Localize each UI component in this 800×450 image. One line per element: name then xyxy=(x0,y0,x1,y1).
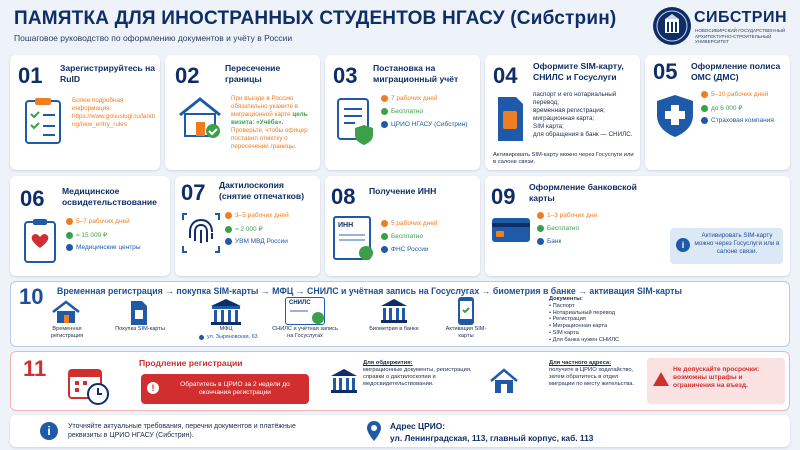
clock-icon xyxy=(381,220,388,227)
sim-activation-tip: i Активировать SIM-карту можно через Госуслуги или в салоне связи. xyxy=(670,228,783,264)
step-title: Постановка на миграционный учёт xyxy=(373,63,459,84)
private-address-info: Для частного адреса: получите в ЦРИО ходатайство, затем обратитесь в отдел миграции по месту жительства. xyxy=(549,360,635,387)
step-04-card xyxy=(485,55,640,170)
step-title: Оформите SIM-карту, СНИЛС и Госуслуги xyxy=(533,61,624,82)
place-row: Медицинские центры xyxy=(66,244,141,251)
duration-row: 1–3 рабочих дня xyxy=(537,212,597,219)
location-pin-icon xyxy=(537,238,544,245)
clock-icon xyxy=(701,91,708,98)
border-text: При въезде в Россию обязательно укажите в миграционной карте xyxy=(231,95,299,118)
step-number: 06 xyxy=(20,186,45,211)
step-08-card xyxy=(325,176,480,276)
place-row: ФНС России xyxy=(381,246,429,253)
ruble-icon xyxy=(381,108,388,115)
step-title: Дактилоскопия (снятие отпечатков) xyxy=(219,180,305,201)
flow-documents: Документы: • Паспорт • Нотариальный перевод • Регистрация • Миграционная карта • SIM карта • Для банка нужен СНИЛС xyxy=(549,296,620,343)
step-title: Медицинское освидетельствование xyxy=(62,186,157,207)
medical-shield-icon xyxy=(653,93,697,141)
location-pin-icon xyxy=(366,420,382,442)
sim-card-icon xyxy=(129,300,149,326)
step-01-card xyxy=(10,55,160,170)
logo-subtitle: НОВОСИБИРСКИЙ ГОСУДАРСТВЕННЫЙ АРХИТЕКТУРНО-СТРОИТЕЛЬНЫЙ УНИВЕРСИТЕТ xyxy=(695,28,786,44)
step-09-card xyxy=(485,176,790,276)
duration-row: 7 рабочих дней xyxy=(381,95,438,102)
step-number: 02 xyxy=(175,63,200,88)
step-06-card xyxy=(10,176,170,276)
university-logo xyxy=(652,6,798,48)
step-title: Зарегистрируйтесь на RuID xyxy=(60,63,156,84)
location-pin-icon xyxy=(381,246,388,253)
step-title: Оформление полиса ОМС (ДМС) xyxy=(691,61,781,82)
fingerprint-icon xyxy=(181,212,221,254)
step-number: 01 xyxy=(18,63,43,88)
calendar-clock-icon xyxy=(67,366,111,406)
step-number: 05 xyxy=(653,59,678,84)
place-row: ЦРИО НГАСУ (Сибстрин) xyxy=(381,121,467,128)
alert-icon: ! xyxy=(147,382,159,394)
clock-icon xyxy=(381,95,388,102)
renewal-title: Продление регистрации xyxy=(139,358,243,368)
footer-info: Уточняйте актуальные требования, перечни документов и платёжные реквизиты в ЦРИО НГАСУ (Сибстрин). xyxy=(68,423,296,439)
cost-row: Бесплатно xyxy=(537,225,579,232)
page-subtitle: Пошаговое руководство по оформлению документов и учёту в России xyxy=(14,33,293,43)
overdue-warning: Не допускайте просрочки: возможны штрафы и ограничения на въезд. xyxy=(647,358,785,404)
footer xyxy=(10,415,790,447)
renewal-deadline-alert: ! Обратитесь в ЦРИО за 2 недели до окончания регистрации xyxy=(141,374,309,404)
house-icon xyxy=(177,95,223,139)
ruble-icon xyxy=(701,105,708,112)
bank-card-icon xyxy=(491,216,531,246)
house-icon xyxy=(51,300,81,324)
visit-purpose: цель визита: «Учёба». xyxy=(231,111,308,126)
location-pin-icon xyxy=(701,117,708,124)
step-number: 03 xyxy=(333,63,358,88)
flow-step-biometrics: Биометрия в банке xyxy=(369,326,419,332)
page-title: ПАМЯТКА ДЛЯ ИНОСТРАННЫХ СТУДЕНТОВ НГАСУ (Сибстрин) xyxy=(14,8,617,29)
cost-row: ≈ 2 000 ₽ xyxy=(225,225,263,233)
location-pin-icon xyxy=(66,244,73,251)
medical-report-icon xyxy=(22,218,60,266)
cost-row: Бесплатно xyxy=(381,108,423,115)
step-title: Оформление банковской карты xyxy=(529,182,637,203)
header xyxy=(0,0,800,54)
step-note: Более подробная информация: xyxy=(72,97,124,112)
place-row: УВМ МВД России xyxy=(225,238,288,245)
document-shield-icon xyxy=(335,97,377,147)
cost-row: Бесплатно xyxy=(381,233,423,240)
house-icon xyxy=(489,368,519,396)
border-stamp-text: Проверьте, чтобы офицер поставил отметку о пересечении границы. xyxy=(231,127,308,150)
duration-row: 3–5 рабочих дней xyxy=(225,212,289,219)
flow-step-activation: Активация SIM-карты xyxy=(445,326,487,339)
info-icon: i xyxy=(40,422,58,440)
sim-card-icon xyxy=(495,95,525,143)
step-number: 09 xyxy=(491,184,516,209)
duration-row: 5 рабочих дней xyxy=(381,220,438,227)
flow-step-sim: Покупка SIM-карты xyxy=(115,326,165,332)
registration-renewal xyxy=(10,351,790,411)
step-title: Получение ИНН xyxy=(369,186,437,196)
ruble-icon xyxy=(381,233,388,240)
mfc-address: ул. Зыряновская, 63 xyxy=(199,334,258,340)
place-row: Банк xyxy=(537,238,561,245)
location-pin-icon xyxy=(381,121,388,128)
location-pin-icon xyxy=(199,335,204,340)
info-icon: i xyxy=(676,238,690,252)
smartphone-icon xyxy=(457,296,475,326)
step-07-card xyxy=(175,176,320,276)
duration-row: 5–7 рабочих дней xyxy=(66,218,130,225)
inn-document-icon: ИНН xyxy=(333,216,371,260)
documents-list: паспорт и его нотариальный перевод; временная регистрация; миграционная карта; SIM карта; для обращения в банк — СНИЛС. xyxy=(533,91,633,138)
address-label: Адрес ЦРИО: xyxy=(390,421,446,431)
snils-card-icon: СНИЛС xyxy=(285,297,325,325)
place-row: Страховая компания xyxy=(701,117,774,124)
address-value: ул. Ленинградская, 113, главный корпус, каб. 113 xyxy=(390,433,594,443)
ruble-icon xyxy=(537,225,544,232)
warning-icon xyxy=(653,372,669,386)
university-emblem-icon xyxy=(652,6,692,46)
cost-row: до 6 000 ₽ xyxy=(701,104,742,112)
flow-step-mfc: МФЦ xyxy=(219,326,233,332)
step-number: 04 xyxy=(493,63,518,88)
clock-icon xyxy=(537,212,544,219)
gosuslugi-link[interactable]: https://www.gosuslugi.ru/landing/new_entry_rules xyxy=(72,113,155,128)
registration-flow xyxy=(10,281,790,347)
step-02-card xyxy=(165,55,320,170)
step-number: 11 xyxy=(23,356,47,381)
flow-title: Временная регистрация → покупка SIM-карты → МФЦ → СНИЛС и учётная запись на Госуслугах → биометрия в банке → активация SIM-карты xyxy=(57,286,682,296)
location-pin-icon xyxy=(225,238,232,245)
bank-icon xyxy=(379,298,409,326)
duration-row: 5–10 рабочих дней xyxy=(701,91,768,98)
step-number: 08 xyxy=(331,184,356,209)
flow-step-snils: СНИЛС и учётная запись на Госуслугах xyxy=(272,326,338,339)
sim-activation-note: Активировать SIM-карту можно через Госуслуги или в салоне связи. xyxy=(493,152,634,165)
building-icon xyxy=(329,368,359,396)
cost-row: ≈ 15 000 ₽ xyxy=(66,231,107,239)
checklist-icon xyxy=(22,97,66,147)
ruble-icon xyxy=(225,226,232,233)
building-icon xyxy=(209,298,243,326)
ruble-icon xyxy=(66,232,73,239)
step-title: Пересечение границы xyxy=(225,63,281,84)
logo-name: СИБСТРИН xyxy=(694,9,787,26)
step-number: 07 xyxy=(181,180,206,205)
clock-icon xyxy=(66,218,73,225)
step-05-card xyxy=(645,55,790,170)
step-03-card xyxy=(325,55,480,170)
dormitory-info: Для обдержития: миграционные документы, регистрация, справки о дактилоскопии и медосвидетельствовании. xyxy=(363,360,472,387)
clock-icon xyxy=(225,212,232,219)
flow-step-registration: Временная регистрация xyxy=(50,326,84,339)
step-number: 10 xyxy=(19,284,44,309)
